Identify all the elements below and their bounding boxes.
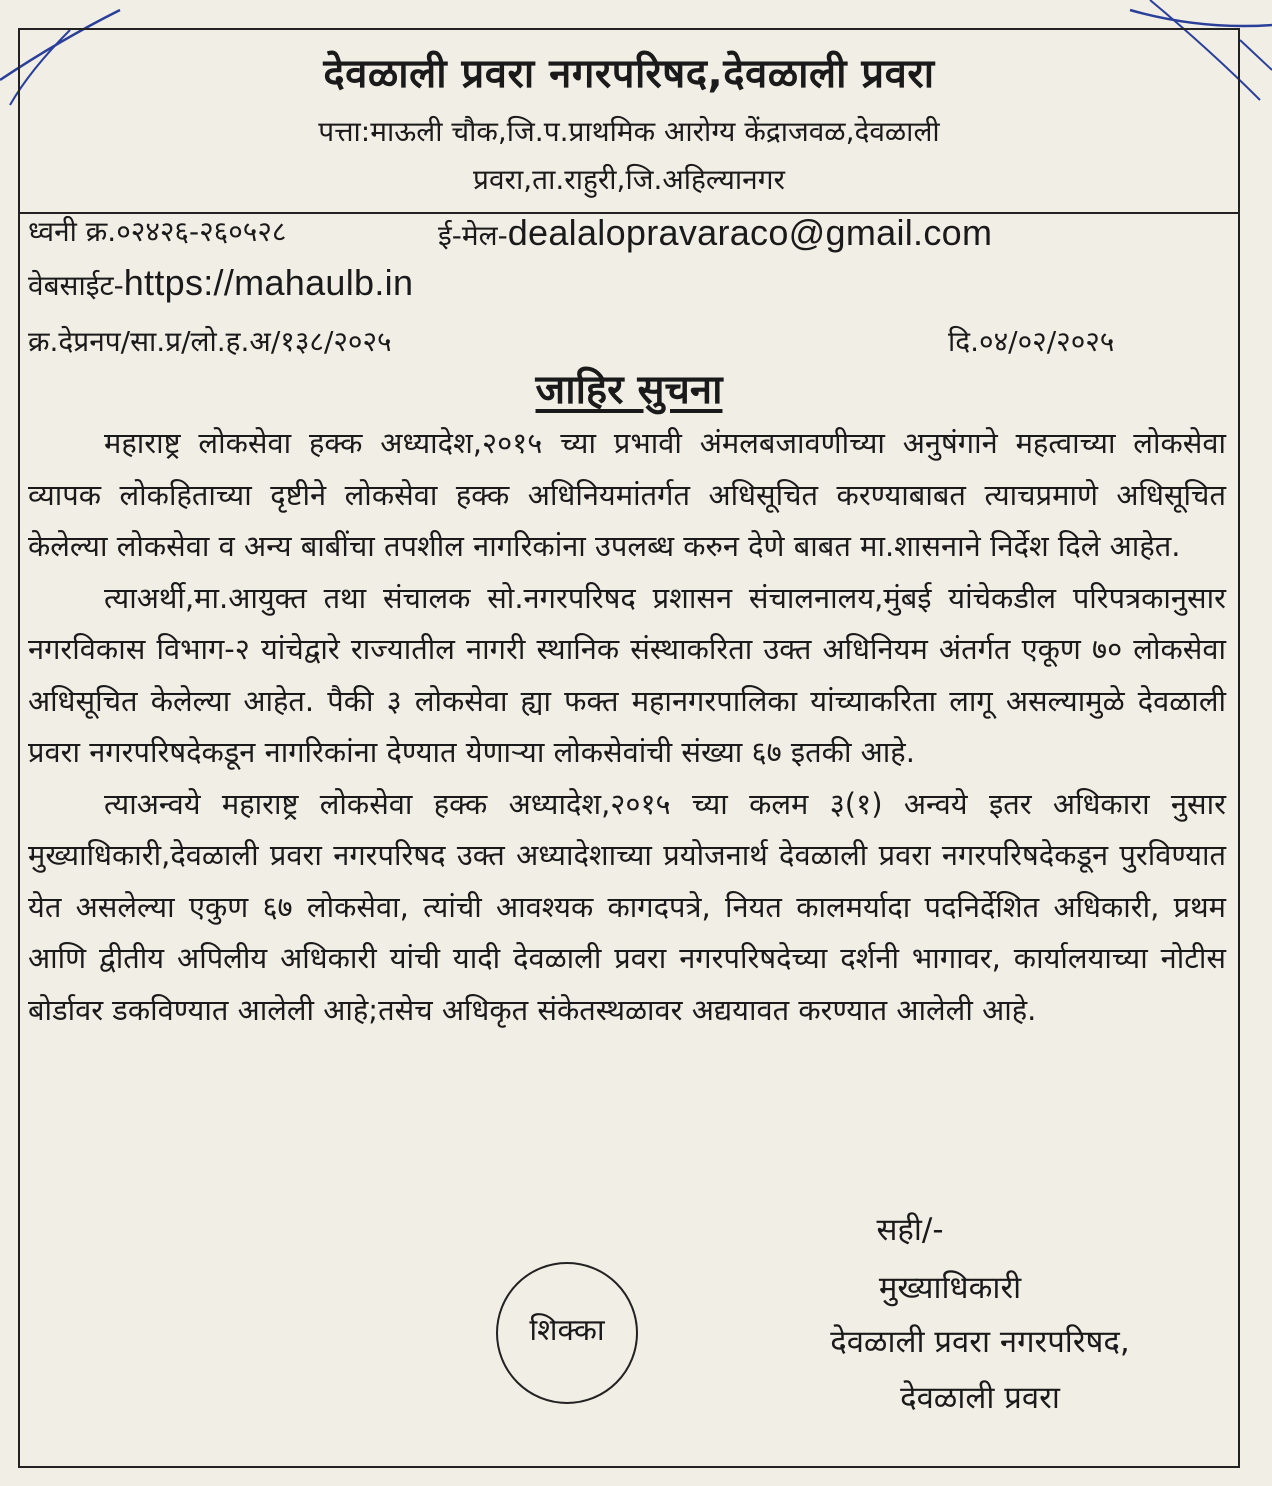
notice-paragraph-1: महाराष्ट्र लोकसेवा हक्क अध्यादेश,२०१५ च्या प्रभावी अंमलबजावणीच्या अनुषंगाने महत्वाच्या लोकसेवा व्यापक लोकहिताच्या दृष्टीने लोकसेवा हक्क अधिनियमांतर्गत अधिसूचित करण्याबाबत त्याचप्रमाणे अधिसूचित केलेल्या लोकसेवा व अन्य बाबींचा तपशील नागरिकांना उपलब्ध करुन देणे बाबत मा.शासनाने निर्देश दिले आहेत. [28, 426, 1226, 563]
council-title: देवळाली प्रवरा नगरपरिषद,देवळाली प्रवरा [323, 51, 935, 97]
contact-row [28, 212, 993, 253]
notice-heading [18, 360, 1240, 415]
email-label: ई-मेल- [438, 219, 508, 252]
reference-number: क्र.देप्रनप/सा.प्र/लो.ह.अ/१३८/२०२५ [28, 325, 392, 358]
notice-heading-text: जाहिर सुचना [535, 367, 723, 413]
address-line-2: प्रवरा,ता.राहुरी,जि.अहिल्यानगर [473, 163, 785, 196]
reference-row [28, 322, 1115, 360]
signature-signed: सही/- [876, 1212, 944, 1248]
notice-body [28, 418, 1226, 1036]
seal-label: शिक्का [529, 1313, 605, 1348]
website-url: https://mahaulb.in [123, 262, 414, 303]
signature-place: देवळाली प्रवरा [900, 1380, 1060, 1416]
website-label: वेबसाईट- [28, 269, 124, 302]
notice-paragraph-2: त्याअर्थी,मा.आयुक्त तथा संचालक सो.नगरपरिषद प्रशासन संचालनालय,मुंबई यांचेकडील परिपत्रकानुसार नगरविकास विभाग-२ यांचेद्वारे राज्यातील नागरी स्थानिक संस्थाकरिता उक्त अधिनियम अंतर्गत एकूण ७० लोकसेवा अधिसूचित केलेल्या आहेत. पैकी ३ लोकसेवा ह्या फक्त महानगरपालिका यांच्याकरिता लागू असल्यामुळे देवळाली प्रवरा नगरपरिषदेकडून नागरिकांना देण्यात येणाऱ्या लोकसेवांची संख्या ६७ इतकी आहे. [28, 580, 1226, 769]
email-address: dealalopravaraco@gmail.com [507, 212, 993, 253]
email-block [438, 212, 992, 254]
website-row [28, 262, 413, 304]
notice-paragraph-3: त्याअन्वये महाराष्ट्र लोकसेवा हक्क अध्यादेश,२०१५ च्या कलम ३(१) अन्वये इतर अधिकारा नुसार मुख्याधिकारी,देवळाली प्रवरा नगरपरिषद उक्त अध्यादेशाच्या प्रयोजनार्थ देवळाली प्रवरा नगरपरिषदेकडून पुरविण्यात येत असलेल्या एकुण ६७ लोकसेवा, त्यांची आवश्यक कागदपत्रे, नियत कालमर्यादा पदनिर्देशित अधिकारी, प्रथम आणि द्वीतीय अपिलीय अधिकारी यांची यादी देवळाली प्रवरा नगरपरिषदेच्या दर्शनी भागावर, कार्यालयाच्या नोटीस बोर्डावर डकविण्यात आलेली आहे;तसेच अधिकृत संकेतस्थळावर अद्ययावत करण्यात आलेली आहे. [28, 786, 1226, 1027]
notice-date: दि.०४/०२/२०२५ [948, 325, 1115, 358]
seal-circle [496, 1262, 638, 1404]
signature-office: देवळाली प्रवरा नगरपरिषद, [830, 1324, 1130, 1360]
address-line-1: पत्ता:माऊली चौक,जि.प.प्राथमिक आरोग्य केंद्राजवळ,देवळाली [318, 115, 940, 148]
signature-designation: मुख्याधिकारी [878, 1270, 1022, 1306]
phone-number: ध्वनी क्र.०२४२६-२६०५२८ [28, 215, 287, 248]
